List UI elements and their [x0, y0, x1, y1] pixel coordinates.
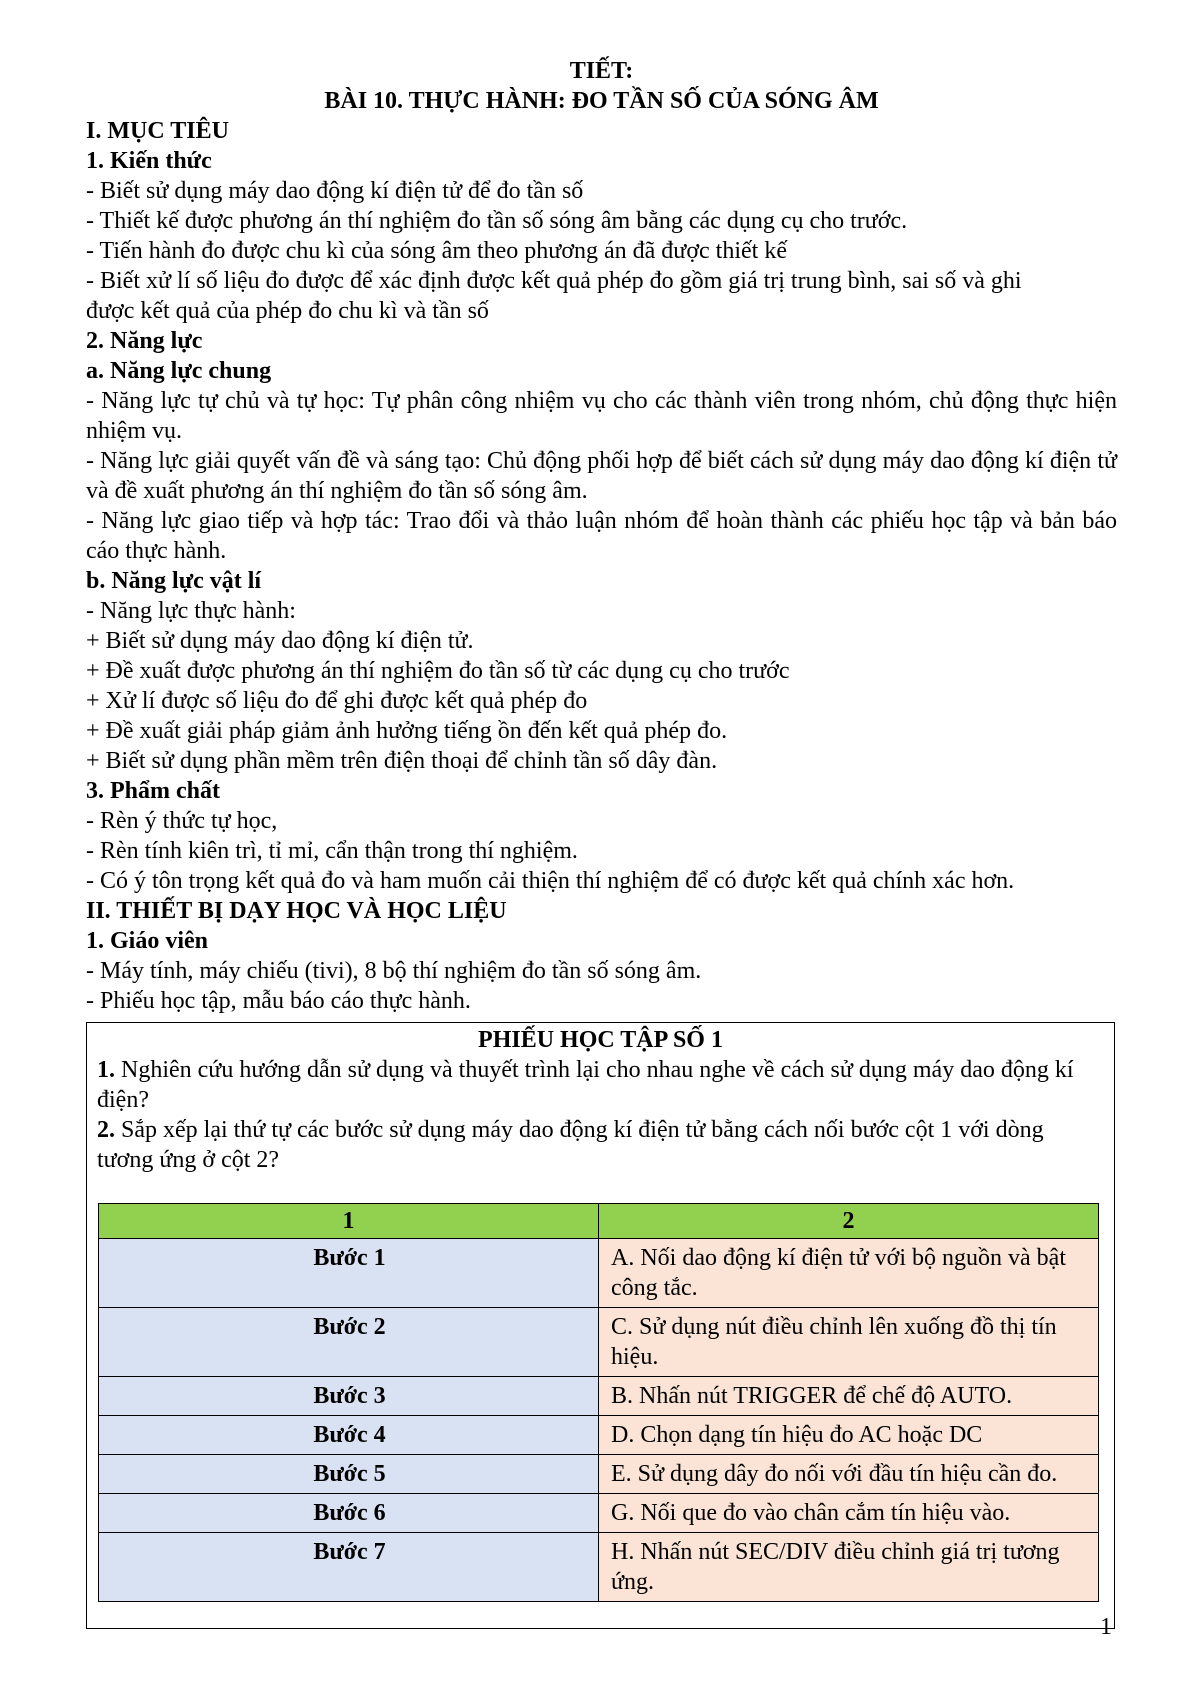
table-row: [99, 1494, 1099, 1533]
general-competence-item: - Năng lực tự chủ và tự học: Tự phân công nhiệm vụ cho các thành viên trong nhóm, chủ động thực hiện nhiệm vụ.: [86, 388, 1117, 444]
table-row: [99, 1308, 1099, 1377]
physics-competence-heading: b. Năng lực vật lí: [86, 568, 262, 594]
question-1-number: 1.: [97, 1057, 115, 1083]
teacher-item: - Máy tính, máy chiếu (tivi), 8 bộ thí nghiệm đo tần số sóng âm.: [86, 958, 702, 984]
question-2-text: Sắp xếp lại thứ tự các bước sử dụng máy dao động kí điện tử bằng cách nối bước cột 1 với dòng tương ứng ở cột 2?: [97, 1117, 1044, 1173]
quality-heading: 3. Phẩm chất: [86, 778, 220, 804]
physics-competence-item: + Xử lí được số liệu đo để ghi được kết quả phép đo: [86, 688, 588, 714]
table-row: [99, 1533, 1099, 1602]
knowledge-heading: 1. Kiến thức: [86, 148, 212, 174]
step-cell: Bước 3: [99, 1377, 599, 1416]
action-cell: A. Nối dao động kí điện tử với bộ nguồn và bật công tắc.: [599, 1239, 1099, 1308]
worksheet-box: [86, 1022, 1115, 1629]
worksheet-question-1: [97, 1055, 1104, 1115]
table-row: [99, 1239, 1099, 1308]
competence-heading: 2. Năng lực: [86, 328, 203, 354]
knowledge-item: - Tiến hành đo được chu kì của sóng âm theo phương án đã được thiết kế: [86, 238, 787, 264]
column-2-header: 2: [599, 1204, 1099, 1239]
table-row: [99, 1455, 1099, 1494]
physics-competence-item: - Năng lực thực hành:: [86, 598, 296, 624]
worksheet-title: PHIẾU HỌC TẬP SỐ 1: [478, 1027, 723, 1053]
step-cell: Bước 4: [99, 1416, 599, 1455]
section-2-heading: II. THIẾT BỊ DẠY HỌC VÀ HỌC LIỆU: [86, 898, 507, 924]
quality-item: - Rèn ý thức tự học,: [86, 808, 278, 834]
action-cell: G. Nối que đo vào chân cắm tín hiệu vào.: [599, 1494, 1099, 1533]
physics-competence-item: + Biết sử dụng phần mềm trên điện thoại để chỉnh tần số dây đàn.: [86, 748, 718, 774]
general-competence-item: - Năng lực giao tiếp và hợp tác: Trao đổi và thảo luận nhóm để hoàn thành các phiếu học tập và bản báo cáo thực hành.: [86, 508, 1117, 564]
action-cell: H. Nhấn nút SEC/DIV điều chỉnh giá trị tương ứng.: [599, 1533, 1099, 1602]
document-page: [86, 56, 1117, 1016]
question-1-text: Nghiên cứu hướng dẫn sử dụng và thuyết trình lại cho nhau nghe về cách sử dụng máy dao động kí điện?: [97, 1057, 1074, 1113]
question-2-number: 2.: [97, 1117, 115, 1143]
step-cell: Bước 6: [99, 1494, 599, 1533]
column-1-header: 1: [99, 1204, 599, 1239]
lesson-title: BÀI 10. THỰC HÀNH: ĐO TẦN SỐ CỦA SÓNG ÂM: [324, 88, 879, 114]
knowledge-item: được kết quả của phép đo chu kì và tần số: [86, 298, 489, 324]
action-cell: C. Sử dụng nút điều chỉnh lên xuống đồ thị tín hiệu.: [599, 1308, 1099, 1377]
action-cell: D. Chọn dạng tín hiệu đo AC hoặc DC: [599, 1416, 1099, 1455]
knowledge-item: - Biết xử lí số liệu đo được để xác định được kết quả phép đo gồm giá trị trung bình, sai số và ghi: [86, 268, 1022, 294]
worksheet-question-2: [97, 1115, 1104, 1175]
physics-competence-item: + Biết sử dụng máy dao động kí điện tử.: [86, 628, 474, 654]
physics-competence-item: + Đề xuất được phương án thí nghiệm đo tần số từ các dụng cụ cho trước: [86, 658, 790, 684]
page-number: 1: [1100, 1614, 1112, 1640]
step-cell: Bước 1: [99, 1239, 599, 1308]
table-row: [99, 1416, 1099, 1455]
section-1-heading: I. MỤC TIÊU: [86, 118, 229, 144]
knowledge-item: - Thiết kế được phương án thí nghiệm đo tần số sóng âm bằng các dụng cụ cho trước.: [86, 208, 908, 234]
physics-competence-item: + Đề xuất giải pháp giảm ảnh hưởng tiếng ồn đến kết quả phép đo.: [86, 718, 728, 744]
general-competence-item: - Năng lực giải quyết vấn đề và sáng tạo: Chủ động phối hợp để biết cách sử dụng máy dao động kí điện tử và đề xuất phương án thí nghiệm đo tần số sóng âm.: [86, 448, 1117, 504]
steps-table: [98, 1203, 1099, 1602]
table-row: [99, 1377, 1099, 1416]
knowledge-item: - Biết sử dụng máy dao động kí điện tử để đo tần số: [86, 178, 584, 204]
general-competence-heading: a. Năng lực chung: [86, 358, 272, 384]
step-cell: Bước 2: [99, 1308, 599, 1377]
teacher-item: - Phiếu học tập, mẫu báo cáo thực hành.: [86, 988, 471, 1014]
lesson-label: TIẾT:: [569, 58, 634, 84]
table-header-row: [99, 1204, 1099, 1239]
action-cell: E. Sử dụng dây đo nối với đầu tín hiệu cần đo.: [599, 1455, 1099, 1494]
action-cell: B. Nhấn nút TRIGGER để chế độ AUTO.: [599, 1377, 1099, 1416]
quality-item: - Rèn tính kiên trì, tỉ mỉ, cẩn thận trong thí nghiệm.: [86, 838, 578, 864]
teacher-heading: 1. Giáo viên: [86, 928, 209, 954]
quality-item: - Có ý tôn trọng kết quả đo và ham muốn cải thiện thí nghiệm để có được kết quả chính xác hơn.: [86, 868, 1015, 894]
step-cell: Bước 5: [99, 1455, 599, 1494]
step-cell: Bước 7: [99, 1533, 599, 1602]
